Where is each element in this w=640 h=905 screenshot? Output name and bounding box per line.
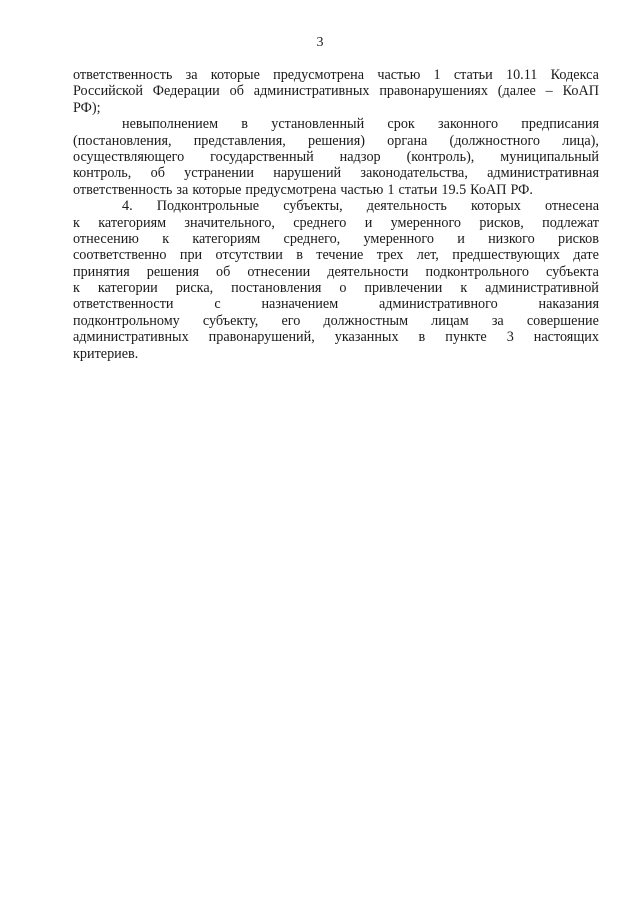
word: (далее xyxy=(497,83,536,100)
word: категории xyxy=(97,280,158,297)
word: рисков, xyxy=(479,214,524,231)
text-line xyxy=(73,231,599,247)
text-line xyxy=(73,280,599,296)
word: к xyxy=(73,280,80,297)
word: предусмотрена xyxy=(245,181,337,198)
text-line xyxy=(73,346,599,362)
word: (контроль), xyxy=(406,148,475,165)
word: установленный xyxy=(271,116,365,133)
word: отнесении xyxy=(247,263,311,280)
word: должностным xyxy=(323,312,409,329)
text-line xyxy=(73,198,599,214)
word: к xyxy=(460,280,468,297)
word: частью xyxy=(340,181,384,198)
word: среднего, xyxy=(283,230,341,247)
word: в xyxy=(296,247,303,264)
word: подконтрольному xyxy=(73,312,180,329)
word: РФ); xyxy=(73,99,101,116)
word: государственный xyxy=(210,148,314,165)
word: отсутствии xyxy=(215,247,283,264)
text-line xyxy=(73,329,599,345)
word: ответственность xyxy=(73,181,173,198)
text-line xyxy=(73,313,599,329)
word: которых xyxy=(470,198,521,215)
word: (должностного xyxy=(449,132,540,149)
word: административного xyxy=(379,296,498,313)
word: наказания xyxy=(538,296,599,313)
word: соответственно xyxy=(73,247,167,264)
word: категориям xyxy=(192,230,261,247)
word: за xyxy=(491,312,504,329)
word: органа xyxy=(387,132,428,149)
word: категориям xyxy=(98,214,167,231)
word: административная xyxy=(487,165,599,182)
text-line xyxy=(73,149,599,165)
word: предписания xyxy=(521,116,599,133)
word: критериев. xyxy=(73,345,139,362)
word: отнесению xyxy=(73,230,139,247)
text-line xyxy=(73,100,599,116)
word: постановления xyxy=(231,280,322,297)
word: осуществляющего xyxy=(73,148,185,165)
word: представления, xyxy=(193,132,286,149)
word: административных xyxy=(253,83,370,100)
word: контроль, xyxy=(73,165,132,182)
word: совершение xyxy=(526,312,599,329)
word: Подконтрольные xyxy=(156,198,260,215)
word: субъекта xyxy=(546,263,599,280)
word: Российской xyxy=(73,83,143,100)
word: правонарушениях xyxy=(379,83,488,100)
word: которые xyxy=(192,181,242,198)
word: предусмотрена xyxy=(273,67,365,83)
word: субъекту, xyxy=(202,312,259,329)
text-line xyxy=(73,296,599,312)
word: Федерации xyxy=(152,83,220,100)
word: срок xyxy=(387,116,415,133)
word: законодательства, xyxy=(360,165,468,182)
word: рисков xyxy=(558,230,599,247)
word: надзор xyxy=(339,148,381,165)
word: решения) xyxy=(307,132,366,149)
word: правонарушений, xyxy=(208,329,315,346)
word: назначением xyxy=(261,296,339,313)
word: ответственность xyxy=(73,67,173,83)
word: ответственности xyxy=(73,296,174,313)
word: 1 xyxy=(433,67,441,83)
page-number: 3 xyxy=(316,35,324,50)
word: в xyxy=(418,329,426,346)
word: в xyxy=(241,116,248,133)
word: лет, xyxy=(416,247,439,264)
word: риска, xyxy=(175,280,214,297)
word: частью xyxy=(377,67,421,83)
word: и xyxy=(457,230,465,247)
word: течение xyxy=(316,247,364,264)
word: дате xyxy=(573,247,599,264)
word: и xyxy=(364,214,373,231)
text-line xyxy=(73,83,599,99)
word: при xyxy=(179,247,203,264)
word: муниципальный xyxy=(500,148,599,165)
word: о xyxy=(339,280,347,297)
word: к xyxy=(73,214,80,231)
word: привлечении xyxy=(364,280,443,297)
word: 3 xyxy=(506,329,514,346)
word: статьи xyxy=(453,67,493,83)
word: отнесена xyxy=(544,198,599,215)
word: деятельности xyxy=(327,263,409,280)
word: трех xyxy=(376,247,404,264)
word: к xyxy=(162,230,170,247)
word: об xyxy=(150,165,165,182)
word: которые xyxy=(210,67,260,83)
word: КоАП xyxy=(562,83,599,100)
word: статьи xyxy=(398,181,438,198)
word: умеренного xyxy=(390,214,462,231)
word: за xyxy=(185,67,198,83)
word: 1 xyxy=(387,181,395,198)
word: подконтрольного xyxy=(425,263,530,280)
word: подлежат xyxy=(542,214,599,231)
word: нарушений xyxy=(273,165,342,182)
word: невыполнением xyxy=(122,116,219,133)
text-line xyxy=(73,215,599,231)
word: (постановления, xyxy=(73,132,172,149)
word: КоАП xyxy=(470,181,507,198)
word: предшествующих xyxy=(452,247,560,264)
word: низкого xyxy=(488,230,535,247)
word: деятельность xyxy=(366,198,447,215)
word: пункте xyxy=(445,329,487,346)
text-line xyxy=(73,182,599,198)
word: значительного, xyxy=(184,214,275,231)
word: среднего xyxy=(293,214,347,231)
word: лица), xyxy=(562,132,599,149)
word: решения xyxy=(146,263,200,280)
text-line xyxy=(73,165,599,181)
word: административной xyxy=(485,280,599,297)
word: об xyxy=(229,83,244,100)
word: Кодекса xyxy=(550,67,599,83)
word: 10.11 xyxy=(505,67,538,83)
text-line xyxy=(73,247,599,263)
word: 4. xyxy=(122,198,133,215)
word: административных xyxy=(73,329,189,346)
text-line xyxy=(73,264,599,280)
word: законного xyxy=(438,116,499,133)
word: умеренного xyxy=(363,230,434,247)
text-line xyxy=(73,67,599,83)
word: указанных xyxy=(334,329,399,346)
word: лицам xyxy=(431,312,469,329)
word: с xyxy=(214,296,221,313)
word: – xyxy=(545,83,553,100)
word: субъекты, xyxy=(283,198,343,215)
word: принятия xyxy=(73,263,130,280)
word: РФ. xyxy=(510,181,533,198)
word: об xyxy=(216,263,231,280)
text-line xyxy=(73,116,599,132)
word: устранении xyxy=(184,165,254,182)
word: настоящих xyxy=(533,329,599,346)
word: 19.5 xyxy=(441,181,467,198)
text-line xyxy=(73,133,599,149)
word: его xyxy=(281,312,301,329)
document-body xyxy=(73,67,599,362)
word: за xyxy=(176,181,189,198)
